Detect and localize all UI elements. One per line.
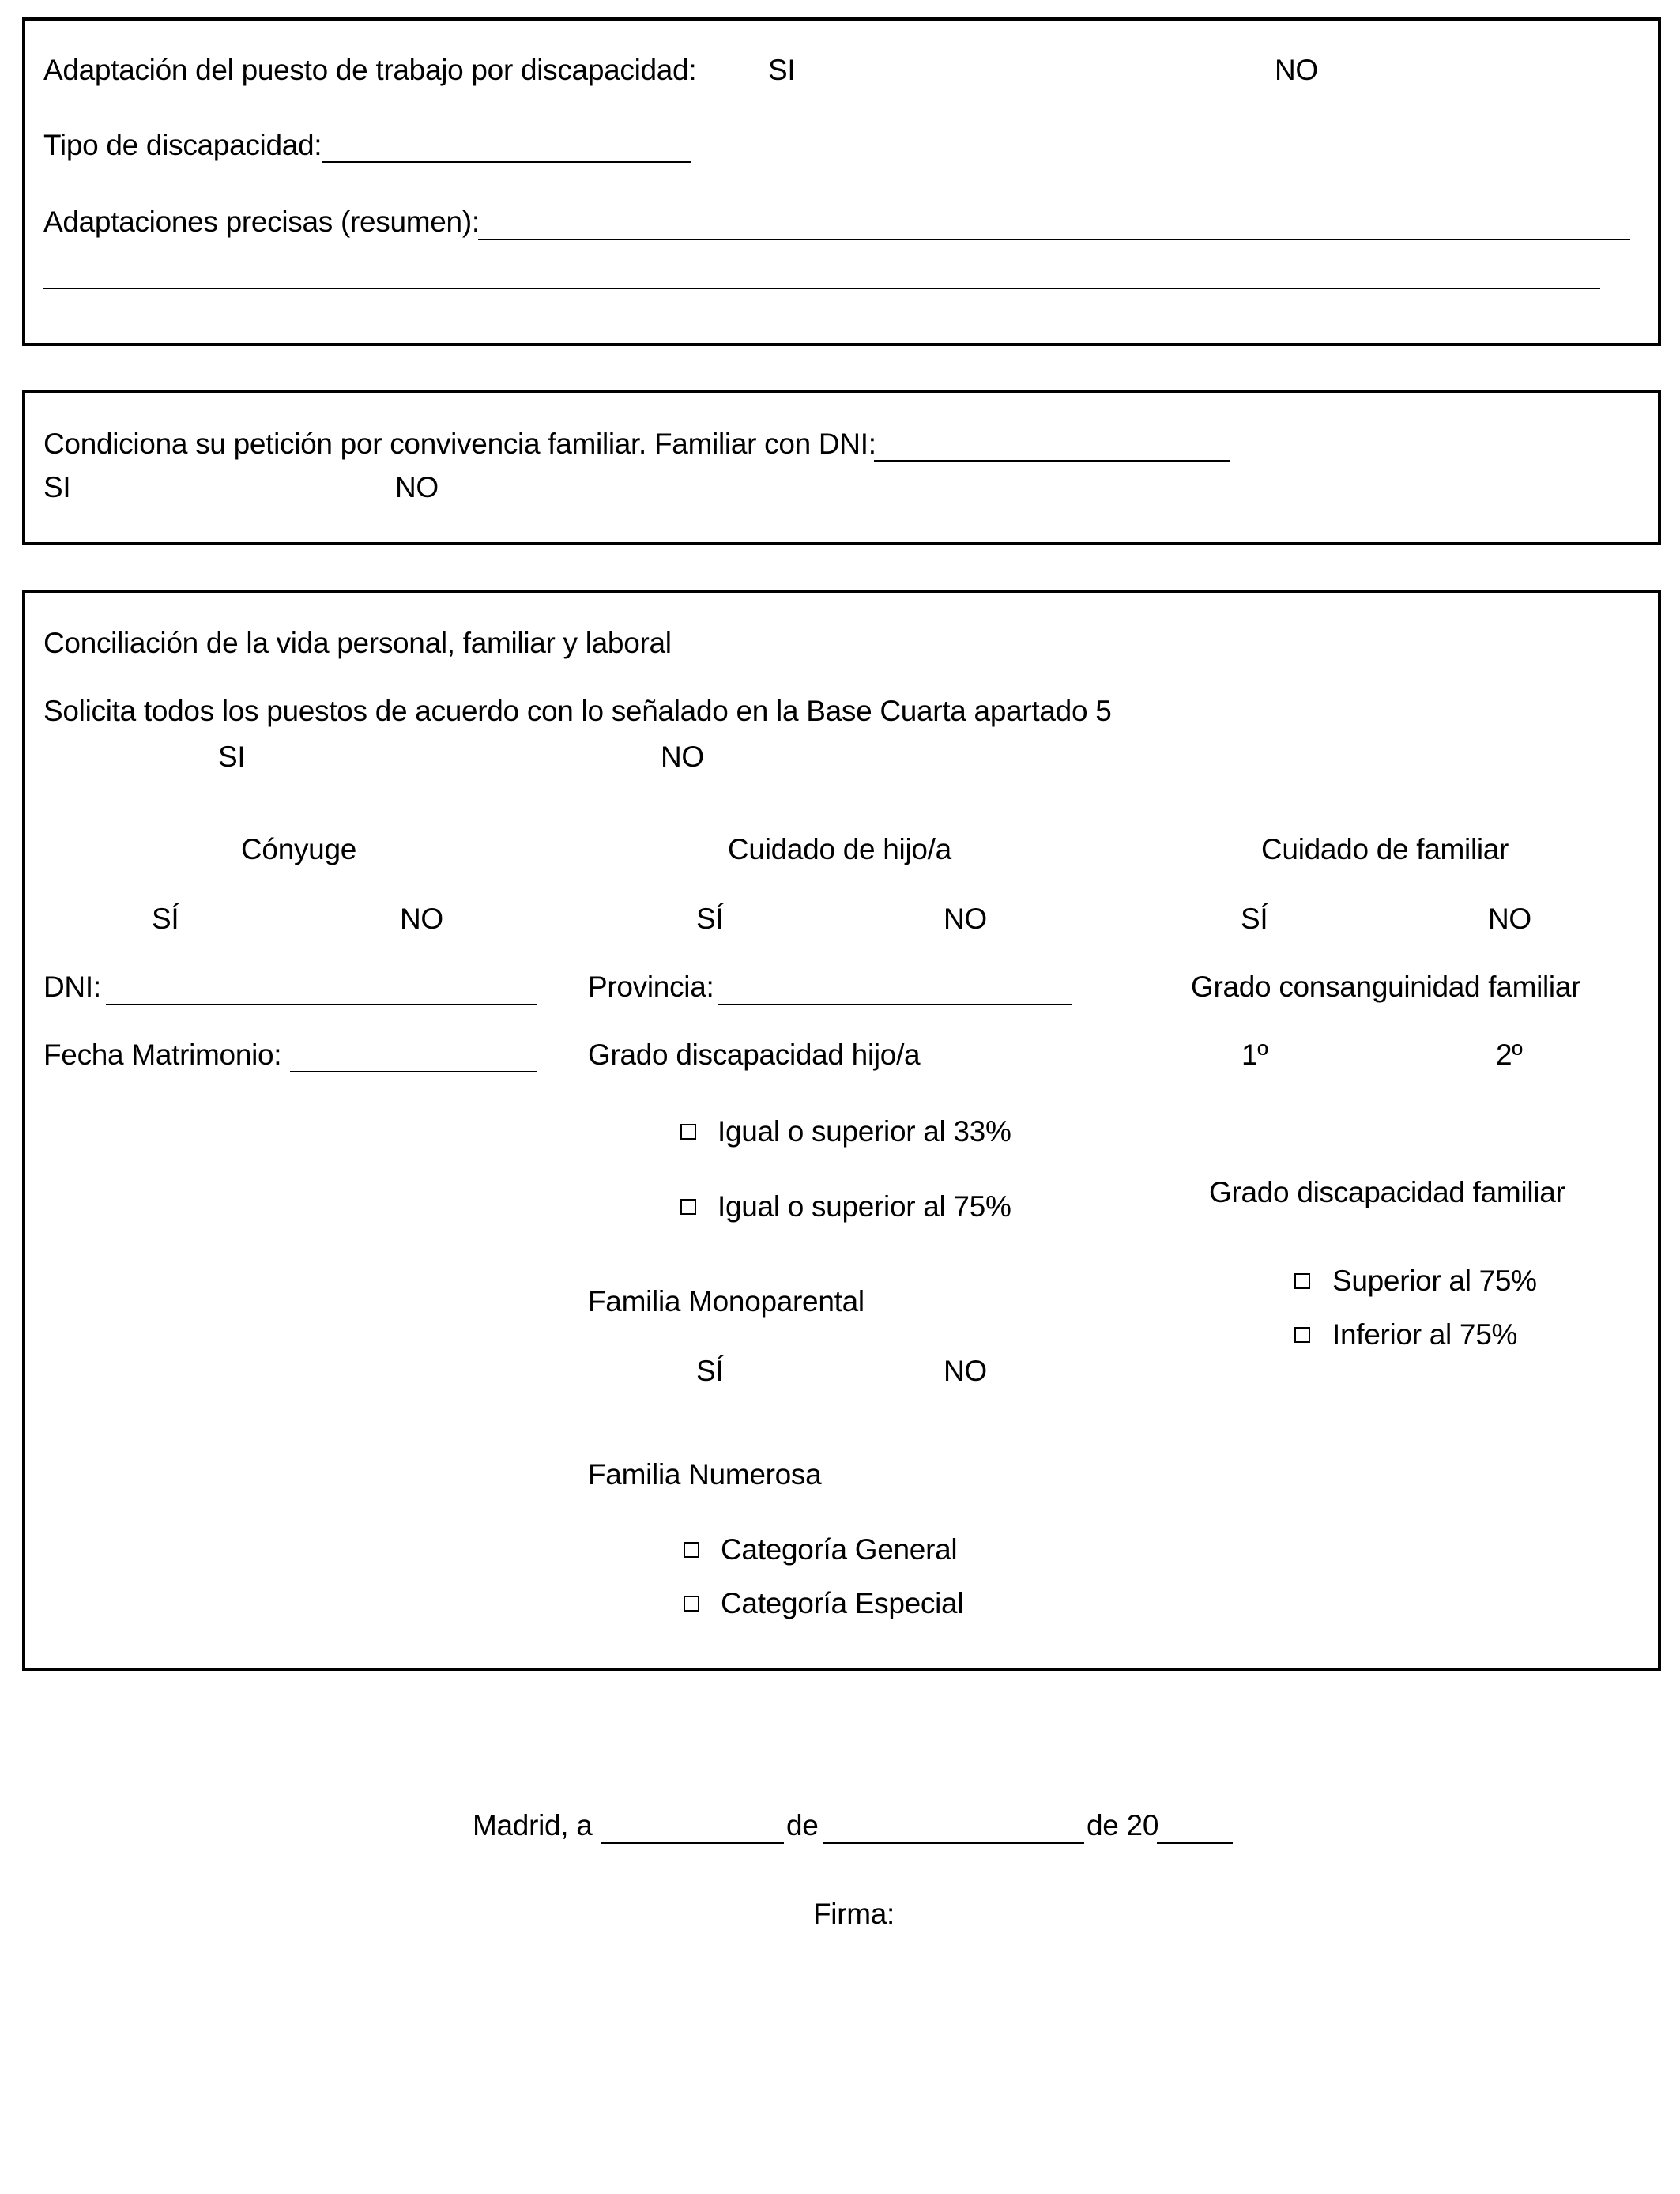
de-label-1: de bbox=[786, 1809, 819, 1842]
year-field[interactable] bbox=[1157, 1842, 1233, 1844]
conciliacion-title: Conciliación de la vida personal, familiar y laboral bbox=[43, 627, 672, 659]
fecha-matrimonio-label: Fecha Matrimonio: bbox=[43, 1039, 282, 1071]
numerosa-label: Familia Numerosa bbox=[588, 1458, 822, 1491]
hijo-33-checkbox[interactable] bbox=[680, 1124, 696, 1140]
monoparental-no-option[interactable]: NO bbox=[944, 1355, 987, 1387]
tipo-discapacidad-label: Tipo de discapacidad: bbox=[43, 129, 322, 161]
hijo-si-option[interactable]: SÍ bbox=[696, 903, 724, 935]
hijo-no-option[interactable]: NO bbox=[944, 903, 987, 935]
solicita-no-option[interactable]: NO bbox=[661, 741, 704, 773]
conyuge-heading: Cónyuge bbox=[241, 833, 357, 865]
adaptaciones-label: Adaptaciones precisas (resumen): bbox=[43, 205, 480, 238]
categoria-general-checkbox[interactable] bbox=[684, 1542, 699, 1558]
adaptacion-no-option[interactable]: NO bbox=[1275, 54, 1318, 86]
adaptaciones-field-line2[interactable] bbox=[43, 288, 1600, 289]
provincia-field[interactable] bbox=[718, 1004, 1072, 1005]
solicita-label: Solicita todos los puestos de acuerdo con lo señalado en la Base Cuarta apartado 5 bbox=[43, 695, 1112, 727]
grado-1-option[interactable]: 1º bbox=[1241, 1039, 1268, 1071]
month-field[interactable] bbox=[823, 1842, 1084, 1844]
day-field[interactable] bbox=[601, 1842, 784, 1844]
grado-2-option[interactable]: 2º bbox=[1496, 1039, 1523, 1071]
family-cohabitation-section bbox=[22, 390, 1661, 545]
familiar-superior-75-label: Superior al 75% bbox=[1332, 1265, 1537, 1297]
conyuge-no-option[interactable]: NO bbox=[400, 903, 443, 935]
hijo-heading: Cuidado de hijo/a bbox=[728, 833, 951, 865]
de-20-label: de 20 bbox=[1087, 1809, 1159, 1842]
consanguinidad-label: Grado consanguinidad familiar bbox=[1191, 971, 1581, 1003]
categoria-especial-label: Categoría Especial bbox=[721, 1587, 964, 1619]
hijo-33-label: Igual o superior al 33% bbox=[718, 1115, 1011, 1148]
adaptaciones-field-line1[interactable] bbox=[478, 239, 1630, 240]
condiciona-label: Condiciona su petición por convivencia familiar. Familiar con DNI: bbox=[43, 428, 876, 460]
solicita-si-option[interactable]: SI bbox=[218, 741, 246, 773]
fecha-matrimonio-field[interactable] bbox=[290, 1071, 537, 1072]
condiciona-si-option[interactable]: SI bbox=[43, 471, 71, 503]
familiar-superior-75-checkbox[interactable] bbox=[1294, 1273, 1310, 1289]
condiciona-no-option[interactable]: NO bbox=[395, 471, 439, 503]
madrid-label: Madrid, a bbox=[473, 1809, 593, 1842]
conyuge-dni-field[interactable] bbox=[106, 1004, 537, 1005]
categoria-especial-checkbox[interactable] bbox=[684, 1596, 699, 1612]
familiar-no-option[interactable]: NO bbox=[1488, 903, 1531, 935]
conyuge-dni-label: DNI: bbox=[43, 971, 101, 1003]
familiar-heading: Cuidado de familiar bbox=[1261, 833, 1509, 865]
discapacidad-familiar-label: Grado discapacidad familiar bbox=[1209, 1176, 1565, 1208]
grado-discapacidad-hijo-label: Grado discapacidad hijo/a bbox=[588, 1039, 921, 1071]
conyuge-si-option[interactable]: SÍ bbox=[152, 903, 179, 935]
adaptacion-si-option[interactable]: SI bbox=[768, 54, 796, 86]
categoria-general-label: Categoría General bbox=[721, 1533, 958, 1566]
firma-label: Firma: bbox=[813, 1898, 895, 1930]
hijo-75-checkbox[interactable] bbox=[680, 1199, 696, 1215]
familiar-inferior-75-checkbox[interactable] bbox=[1294, 1327, 1310, 1343]
hijo-75-label: Igual o superior al 75% bbox=[718, 1190, 1011, 1223]
familiar-dni-field[interactable] bbox=[874, 460, 1230, 462]
adaptacion-label: Adaptación del puesto de trabajo por discapacidad: bbox=[43, 54, 697, 86]
tipo-discapacidad-field[interactable] bbox=[322, 161, 691, 163]
familiar-si-option[interactable]: SÍ bbox=[1241, 903, 1268, 935]
provincia-label: Provincia: bbox=[588, 971, 714, 1003]
monoparental-si-option[interactable]: SÍ bbox=[696, 1355, 724, 1387]
monoparental-label: Familia Monoparental bbox=[588, 1285, 864, 1318]
familiar-inferior-75-label: Inferior al 75% bbox=[1332, 1318, 1518, 1351]
